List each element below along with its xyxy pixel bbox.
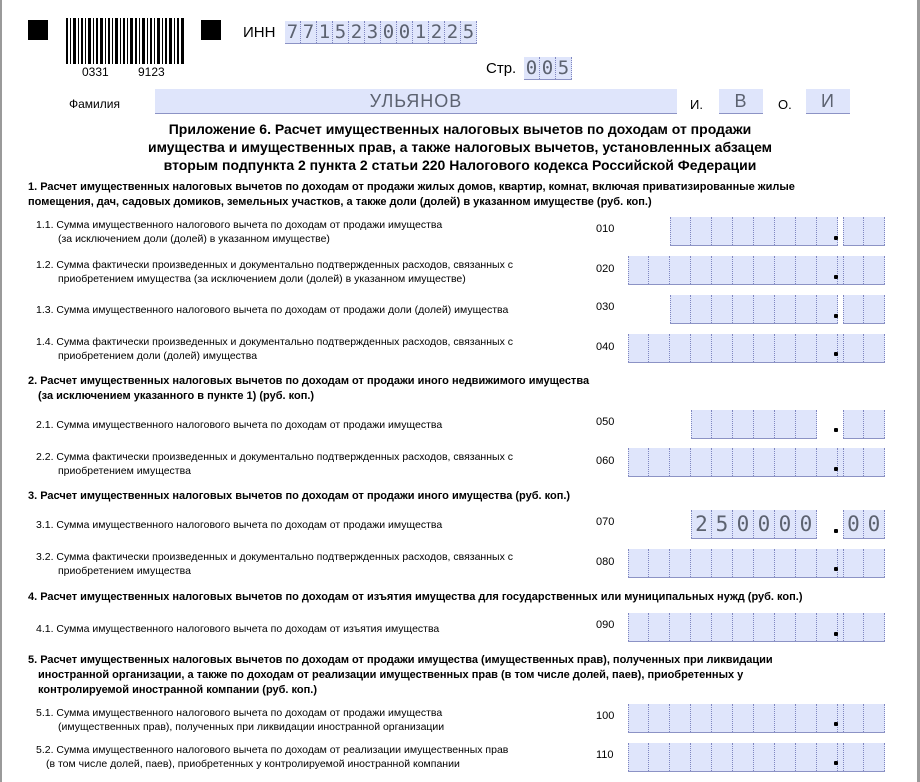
rubles-digit-cell[interactable] [691, 217, 712, 245]
kopecks-digit-cell[interactable] [864, 704, 885, 732]
kopecks-digit-cell[interactable] [864, 613, 885, 641]
rubles-digit-cell[interactable] [733, 613, 754, 641]
inn-field[interactable] [285, 21, 477, 44]
rubles-digit-cell[interactable] [754, 448, 775, 476]
rubles-digit-cell[interactable] [712, 613, 733, 641]
inn-digit-cell[interactable]: 2 [349, 21, 365, 43]
row-020-rubles-field[interactable] [628, 256, 859, 285]
registration-mark-right [201, 20, 221, 40]
rubles-digit-cell[interactable] [733, 295, 754, 323]
kopecks-digit-cell[interactable] [864, 295, 885, 323]
row-080-rubles-field[interactable] [628, 549, 859, 578]
row-070-label: 3.1. Сумма имущественного налогового вычета по доходам от продажи имущества [36, 519, 443, 531]
row-100-label: 5.1. Сумма имущественного налогового вычета по доходам от продажи имущества (имущественных прав), полученных при ликвидации иностранной организации [36, 707, 445, 733]
row-030-rubles-field[interactable] [670, 295, 838, 324]
page-digit-cell[interactable]: 0 [540, 57, 556, 79]
registration-mark-left [28, 20, 48, 40]
row-070-kopecks-field[interactable] [843, 510, 885, 539]
rubles-digit-cell[interactable] [733, 448, 754, 476]
row-010-code: 010 [596, 223, 615, 235]
row-100-kopecks-field[interactable] [843, 704, 885, 733]
rubles-digit-cell[interactable] [691, 410, 712, 438]
row-040-code: 040 [596, 341, 615, 353]
rubles-digit-cell[interactable] [733, 334, 754, 362]
decimal-point [834, 275, 838, 279]
rubles-digit-cell[interactable] [796, 704, 817, 732]
rubles-digit-cell[interactable] [796, 217, 817, 245]
rubles-digit-cell[interactable]: 0 [733, 510, 754, 538]
kopecks-digit-cell[interactable] [843, 549, 864, 577]
barcode-number-left: 0331 [82, 65, 109, 79]
rubles-digit-cell[interactable]: 0 [796, 510, 817, 538]
decimal-point [834, 722, 838, 726]
kopecks-digit-cell[interactable] [864, 256, 885, 284]
rubles-digit-cell[interactable] [796, 448, 817, 476]
row-020-code: 020 [596, 263, 615, 275]
rubles-digit-cell[interactable] [649, 549, 670, 577]
row-030-code: 030 [596, 301, 615, 313]
rubles-digit-cell[interactable] [712, 410, 733, 438]
page-digit-cell[interactable]: 5 [556, 57, 572, 79]
initial-patronymic-label: О. [778, 97, 792, 112]
decimal-point [834, 632, 838, 636]
rubles-digit-cell[interactable] [712, 549, 733, 577]
rubles-digit-cell[interactable] [775, 295, 796, 323]
rubles-digit-cell[interactable] [817, 549, 838, 577]
rubles-digit-cell[interactable] [691, 334, 712, 362]
rubles-digit-cell[interactable] [775, 256, 796, 284]
kopecks-digit-cell[interactable]: 0 [864, 510, 885, 538]
rubles-digit-cell[interactable]: 5 [712, 510, 733, 538]
decimal-point [834, 467, 838, 471]
rubles-digit-cell[interactable] [670, 704, 691, 732]
rubles-digit-cell[interactable] [817, 448, 838, 476]
rubles-digit-cell[interactable] [817, 743, 838, 771]
inn-digit-cell[interactable]: 5 [333, 21, 349, 43]
row-090-rubles-field[interactable] [628, 613, 859, 642]
row-070-code: 070 [596, 516, 615, 528]
initial-name-label: И. [690, 97, 703, 112]
rubles-digit-cell[interactable] [817, 256, 838, 284]
rubles-digit-cell[interactable] [754, 549, 775, 577]
row-110-kopecks-field[interactable] [843, 743, 885, 772]
row-060-kopecks-field[interactable] [843, 448, 885, 477]
title-line: вторым подпункта 2 пункта 2 статьи 220 Налогового кодекса Российской Федерации [163, 157, 757, 173]
surname-field[interactable]: УЛЬЯНОВ [155, 89, 677, 114]
rubles-digit-cell[interactable] [670, 549, 691, 577]
rubles-digit-cell[interactable] [649, 334, 670, 362]
rubles-digit-cell[interactable] [754, 704, 775, 732]
row-010-rubles-field[interactable] [670, 217, 838, 246]
rubles-digit-cell[interactable] [691, 448, 712, 476]
initial-name-field[interactable]: В [719, 89, 763, 114]
rubles-digit-cell[interactable] [628, 448, 649, 476]
rubles-digit-cell[interactable] [733, 410, 754, 438]
section-5-heading: 5. Расчет имущественных налоговых вычетов по доходам от продажи имущества (имущественных прав), полученных при ликвидации иностранной организации, а также по доходам от реализации имущественных прав (в том числе долей, паев), приобретенных у контролируемой иностранной компании (руб. коп.) [28, 654, 773, 696]
surname-label: Фамилия [69, 97, 120, 111]
inn-label: ИНН [243, 24, 276, 41]
row-040-label: 1.4. Сумма фактически произведенных и документально подтвержденных расходов, связанных с приобретением доли (долей) имущества [36, 336, 513, 362]
rubles-digit-cell[interactable] [691, 743, 712, 771]
row-020-label: 1.2. Сумма фактически произведенных и документально подтвержденных расходов, связанных с приобретением имущества (за исключением доли (долей) в указанном имуществе) [36, 259, 513, 285]
row-110-rubles-field[interactable] [628, 743, 859, 772]
rubles-digit-cell[interactable]: 0 [754, 510, 775, 538]
kopecks-digit-cell[interactable] [843, 334, 864, 362]
rubles-digit-cell[interactable] [754, 410, 775, 438]
section-1-heading: 1. Расчет имущественных налоговых вычетов по доходам от продажи жилых домов, квартир, комнат, включая приватизированные жилые помещения, дач, садовых домиков, земельных участков, а также доли (долей) в указанном имуществе (руб. коп.) [28, 181, 795, 208]
row-080-label: 3.2. Сумма фактически произведенных и документально подтвержденных расходов, связанных с приобретением имущества [36, 551, 513, 577]
inn-digit-cell[interactable]: 0 [381, 21, 397, 43]
rubles-digit-cell[interactable] [670, 448, 691, 476]
row-100-code: 100 [596, 710, 615, 722]
row-090-kopecks-field[interactable] [843, 613, 885, 642]
rubles-digit-cell[interactable] [670, 743, 691, 771]
rubles-digit-cell[interactable] [628, 743, 649, 771]
page-frame-left [0, 0, 2, 782]
rubles-digit-cell[interactable] [775, 613, 796, 641]
inn-digit-cell[interactable]: 5 [461, 21, 477, 43]
decimal-point [834, 428, 838, 432]
page-digit-cell[interactable]: 0 [524, 57, 540, 79]
rubles-digit-cell[interactable] [754, 613, 775, 641]
rubles-digit-cell[interactable] [628, 613, 649, 641]
row-040-kopecks-field[interactable] [843, 334, 885, 363]
row-010-label: 1.1. Сумма имущественного налогового вычета по доходам от продажи имущества (за исключением доли (долей) в указанном имуществе) [36, 219, 443, 245]
rubles-digit-cell[interactable] [733, 549, 754, 577]
rubles-digit-cell[interactable] [691, 704, 712, 732]
section-2-heading: 2. Расчет имущественных налоговых вычетов по доходам от продажи иного недвижимого имущества (за исключением указанного в пункте 1) (руб. коп.) [28, 375, 590, 402]
rubles-digit-cell[interactable] [691, 256, 712, 284]
rubles-digit-cell[interactable] [712, 704, 733, 732]
rubles-digit-cell[interactable] [796, 613, 817, 641]
row-090-label: 4.1. Сумма имущественного налогового вычета по доходам от изъятия имущества [36, 623, 440, 635]
row-010-kopecks-field[interactable] [843, 217, 885, 246]
inn-digit-cell[interactable]: 0 [397, 21, 413, 43]
row-030-label: 1.3. Сумма имущественного налогового вычета по доходам от продажи доли (долей) имущества [36, 304, 509, 316]
kopecks-digit-cell[interactable] [843, 410, 864, 438]
kopecks-digit-cell[interactable] [843, 448, 864, 476]
rubles-digit-cell[interactable] [754, 217, 775, 245]
kopecks-digit-cell[interactable] [843, 743, 864, 771]
kopecks-digit-cell[interactable] [864, 217, 885, 245]
row-070-rubles-field[interactable] [691, 510, 817, 539]
rubles-digit-cell[interactable] [775, 743, 796, 771]
row-060-rubles-field[interactable] [628, 448, 859, 477]
rubles-digit-cell[interactable] [796, 743, 817, 771]
rubles-digit-cell[interactable] [670, 613, 691, 641]
rubles-digit-cell[interactable] [670, 256, 691, 284]
row-060-code: 060 [596, 455, 615, 467]
row-060-label: 2.2. Сумма фактически произведенных и документально подтвержденных расходов, связанных с приобретением имущества [36, 451, 513, 477]
row-050-rubles-field[interactable] [691, 410, 817, 439]
rubles-digit-cell[interactable] [775, 334, 796, 362]
rubles-digit-cell[interactable] [628, 704, 649, 732]
kopecks-digit-cell[interactable] [864, 334, 885, 362]
rubles-digit-cell[interactable] [754, 295, 775, 323]
row-110-label: 5.2. Сумма имущественного налогового вычета по доходам от реализации имущественных прав (в том числе долей, паев), приобретенных у контролируемой иностранной компании [36, 744, 509, 770]
row-100-rubles-field[interactable] [628, 704, 859, 733]
rubles-digit-cell[interactable] [796, 256, 817, 284]
decimal-point [834, 567, 838, 571]
rubles-digit-cell[interactable] [817, 334, 838, 362]
rubles-digit-cell[interactable] [691, 549, 712, 577]
rubles-digit-cell[interactable] [775, 217, 796, 245]
rubles-digit-cell[interactable] [649, 256, 670, 284]
rubles-digit-cell[interactable] [733, 704, 754, 732]
rubles-digit-cell[interactable] [712, 256, 733, 284]
rubles-digit-cell[interactable] [817, 704, 838, 732]
decimal-point [834, 761, 838, 765]
inn-digit-cell[interactable]: 7 [285, 21, 301, 43]
title-line: Приложение 6. Расчет имущественных налоговых вычетов по доходам от продажи [168, 121, 752, 137]
rubles-digit-cell[interactable] [796, 334, 817, 362]
kopecks-digit-cell[interactable] [864, 549, 885, 577]
title-line: имущества и имущественных прав, а также налоговых вычетов, установленных абзацем [147, 139, 773, 155]
rubles-digit-cell[interactable] [796, 549, 817, 577]
row-040-rubles-field[interactable] [628, 334, 859, 363]
row-050-code: 050 [596, 416, 615, 428]
section-3-heading: 3. Расчет имущественных налоговых вычетов по доходам от продажи иного имущества (руб. коп.) [28, 490, 571, 502]
row-090-code: 090 [596, 619, 615, 631]
kopecks-digit-cell[interactable] [864, 448, 885, 476]
rubles-digit-cell[interactable] [754, 334, 775, 362]
row-030-kopecks-field[interactable] [843, 295, 885, 324]
rubles-digit-cell[interactable] [775, 704, 796, 732]
page-number-field[interactable] [524, 57, 572, 80]
kopecks-digit-cell[interactable] [843, 217, 864, 245]
decimal-point [834, 529, 838, 533]
row-080-kopecks-field[interactable] [843, 549, 885, 578]
rubles-digit-cell[interactable] [691, 295, 712, 323]
rubles-digit-cell[interactable] [628, 256, 649, 284]
initial-patronymic-field[interactable]: И [806, 89, 850, 114]
page-title [0, 120, 920, 174]
rubles-digit-cell[interactable] [733, 743, 754, 771]
rubles-digit-cell[interactable] [670, 334, 691, 362]
decimal-point [834, 236, 838, 240]
rubles-digit-cell[interactable] [733, 256, 754, 284]
barcode [66, 18, 184, 64]
page-label: Стр. [486, 60, 517, 77]
decimal-point [834, 352, 838, 356]
rubles-digit-cell[interactable] [817, 295, 838, 323]
rubles-digit-cell[interactable] [775, 448, 796, 476]
decimal-point [834, 314, 838, 318]
kopecks-digit-cell[interactable] [864, 410, 885, 438]
rubles-digit-cell[interactable] [670, 217, 691, 245]
rubles-digit-cell[interactable] [628, 334, 649, 362]
rubles-digit-cell[interactable] [733, 217, 754, 245]
rubles-digit-cell[interactable] [649, 743, 670, 771]
inn-digit-cell[interactable]: 7 [301, 21, 317, 43]
rubles-digit-cell[interactable] [712, 295, 733, 323]
rubles-digit-cell[interactable] [649, 704, 670, 732]
inn-digit-cell[interactable]: 3 [365, 21, 381, 43]
row-050-label: 2.1. Сумма имущественного налогового вычета по доходам от продажи имущества [36, 419, 443, 431]
kopecks-digit-cell[interactable]: 0 [843, 510, 864, 538]
rubles-digit-cell[interactable] [712, 334, 733, 362]
rubles-digit-cell[interactable] [649, 613, 670, 641]
rubles-digit-cell[interactable] [796, 295, 817, 323]
rubles-digit-cell[interactable] [754, 743, 775, 771]
rubles-digit-cell[interactable] [775, 410, 796, 438]
rubles-digit-cell[interactable] [796, 410, 817, 438]
rubles-digit-cell[interactable] [670, 295, 691, 323]
rubles-digit-cell[interactable] [817, 217, 838, 245]
section-4-heading: 4. Расчет имущественных налоговых вычетов по доходам от изъятия имущества для государственных или муниципальных нужд (руб. коп.) [28, 591, 803, 603]
rubles-digit-cell[interactable]: 2 [691, 510, 712, 538]
kopecks-digit-cell[interactable] [843, 295, 864, 323]
kopecks-digit-cell[interactable] [843, 613, 864, 641]
rubles-digit-cell[interactable] [712, 743, 733, 771]
barcode-number-right: 9123 [138, 65, 165, 79]
row-110-code: 110 [596, 749, 614, 761]
row-050-kopecks-field[interactable] [843, 410, 885, 439]
rubles-digit-cell[interactable] [817, 613, 838, 641]
rubles-digit-cell[interactable] [628, 549, 649, 577]
rubles-digit-cell[interactable] [691, 613, 712, 641]
row-020-kopecks-field[interactable] [843, 256, 885, 285]
rubles-digit-cell[interactable]: 0 [775, 510, 796, 538]
inn-digit-cell[interactable]: 1 [317, 21, 333, 43]
kopecks-digit-cell[interactable] [843, 256, 864, 284]
rubles-digit-cell[interactable] [712, 448, 733, 476]
inn-digit-cell[interactable]: 2 [429, 21, 445, 43]
kopecks-digit-cell[interactable] [843, 704, 864, 732]
inn-digit-cell[interactable]: 2 [445, 21, 461, 43]
row-080-code: 080 [596, 556, 615, 568]
rubles-digit-cell[interactable] [649, 448, 670, 476]
rubles-digit-cell[interactable] [712, 217, 733, 245]
kopecks-digit-cell[interactable] [864, 743, 885, 771]
rubles-digit-cell[interactable] [754, 256, 775, 284]
rubles-digit-cell[interactable] [775, 549, 796, 577]
inn-digit-cell[interactable]: 1 [413, 21, 429, 43]
